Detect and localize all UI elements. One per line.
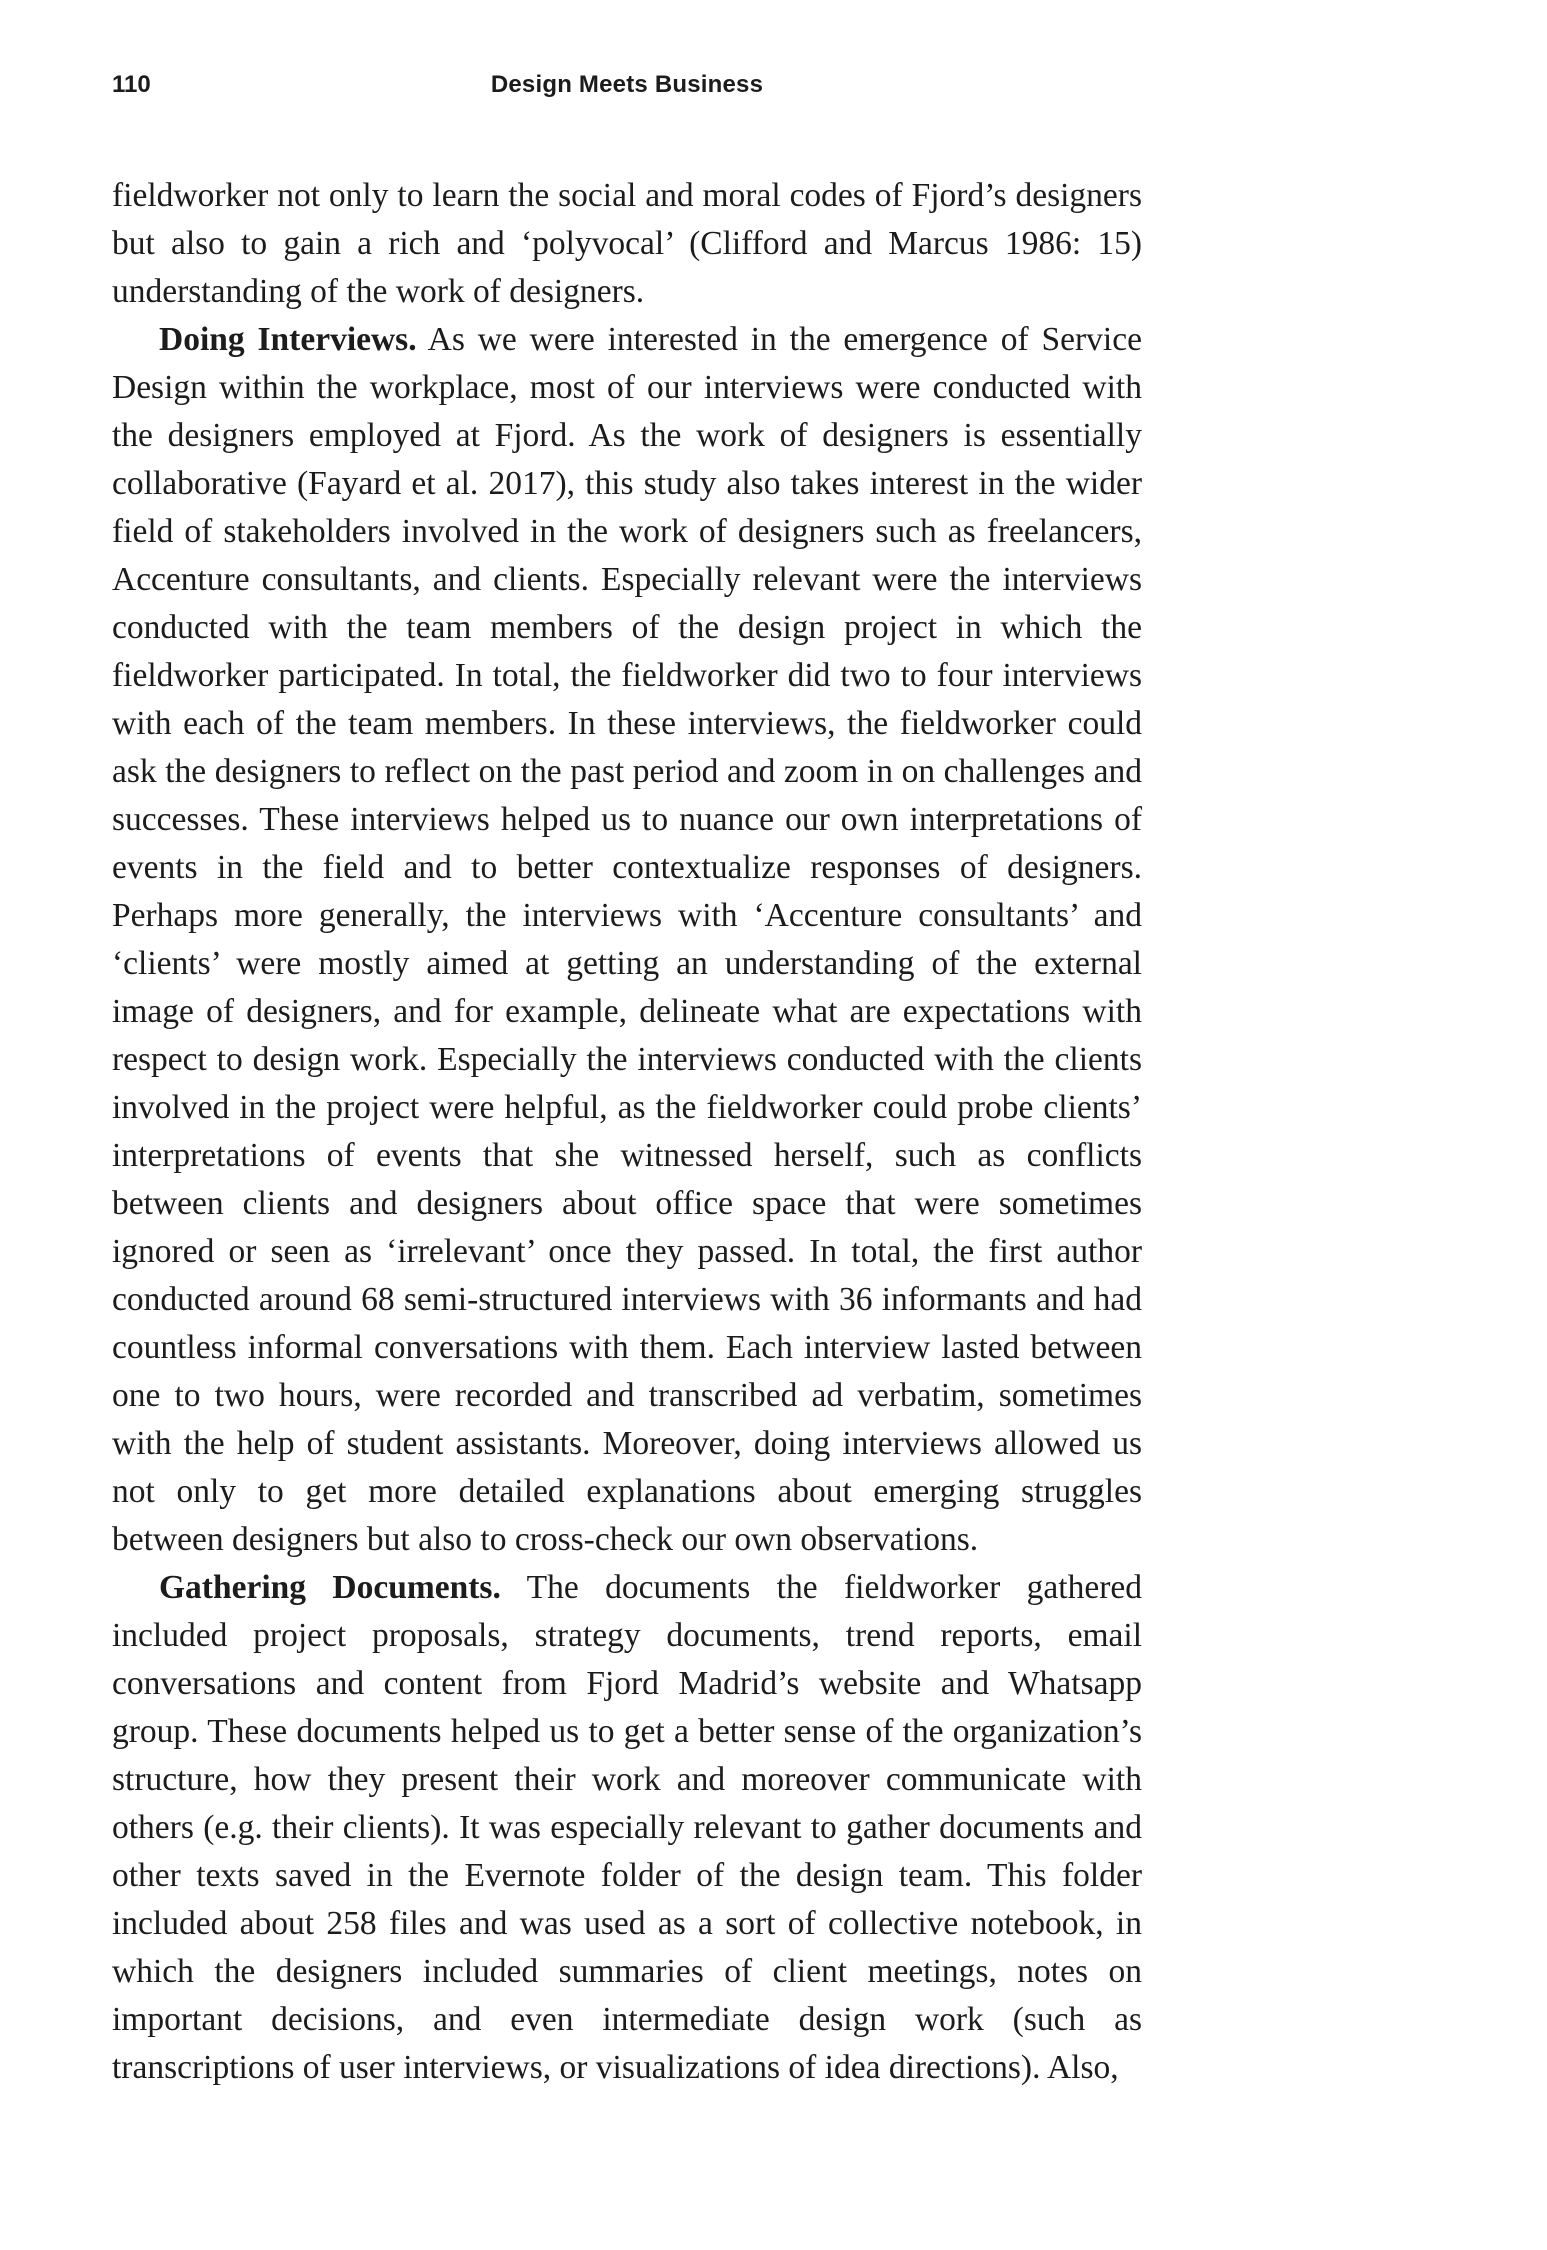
- paragraph-continuation: [112, 172, 1142, 316]
- section-heading-doing-interviews: Doing Interviews.: [159, 321, 417, 358]
- body-text: [112, 172, 1142, 2092]
- running-head: [112, 68, 1142, 102]
- paragraph-text: The documents the fieldworker gathered included project proposals, strategy documents, trend reports, email conversations and content from Fjord Madrid’s website and Whatsapp group. These documents helped us to get a better sense of the organization’s structure, how they present their work and moreover communicate with others (e.g. their clients). It was especially relevant to gather documents and other texts saved in the Evernote folder of the design team. This folder included about 258 files and was used as a sort of collective notebook, in which the designers included summaries of client meetings, notes on important decisions, and even intermediate design work (such as transcriptions of user interviews, or visualizations of idea directions). Also,: [112, 1569, 1143, 2086]
- page-number: 110: [112, 71, 151, 98]
- paragraph-gathering-documents: [112, 1564, 1142, 2092]
- paragraph-text: As we were interested in the emergence of Service Design within the workplace, most of our interviews were conducted with the designers employed at Fjord. As the work of designers is essentially collaborative (Fayard et al. 2017), this study also takes interest in the wider field of stakeholders involved in the work of designers such as freelancers, Accenture consultants, and clients. Especially relevant were the interviews conducted with the team members of the design project in which the fieldworker participated. In total, the fieldworker did two to four interviews with each of the team members. In these interviews, the fieldworker could ask the designers to reflect on the past period and zoom in on challenges and successes. These interviews helped us to nuance our own interpretations of events in the field and to better contextualize responses of designers. Perhaps more generally, the interviews with ‘Accenture consultants’ and ‘clients’ were mostly aimed at getting an understanding of the external image of designers, and for example, delineate what are expectations with respect to design work. Especially the interviews conducted with the clients involved in the project were helpful, as the fieldworker could probe clients’ interpretations of events that she witnessed herself, such as conflicts between clients and designers about office space that were sometimes ignored or seen as ‘irrelevant’ once they passed. In total, the first author conducted around 68 semi-structured interviews with 36 informants and had countless informal conversations with them. Each interview lasted between one to two hours, were recorded and transcribed ad verbatim, sometimes with the help of student assistants. Moreover, doing interviews allowed us not only to get more detailed explanations about emerging struggles between designers but also to cross-check our own observations.: [112, 321, 1142, 1558]
- paragraph-doing-interviews: [112, 316, 1142, 1564]
- running-title: Design Meets Business: [490, 71, 764, 98]
- section-heading-gathering-documents: Gathering Documents.: [159, 1569, 501, 1606]
- paragraph-text: fieldworker not only to learn the social and moral codes of Fjord’s designers but also to gain a rich and ‘polyvocal’ (Clifford and Marcus 1986: 15) understanding of the work of designers.: [112, 177, 1142, 310]
